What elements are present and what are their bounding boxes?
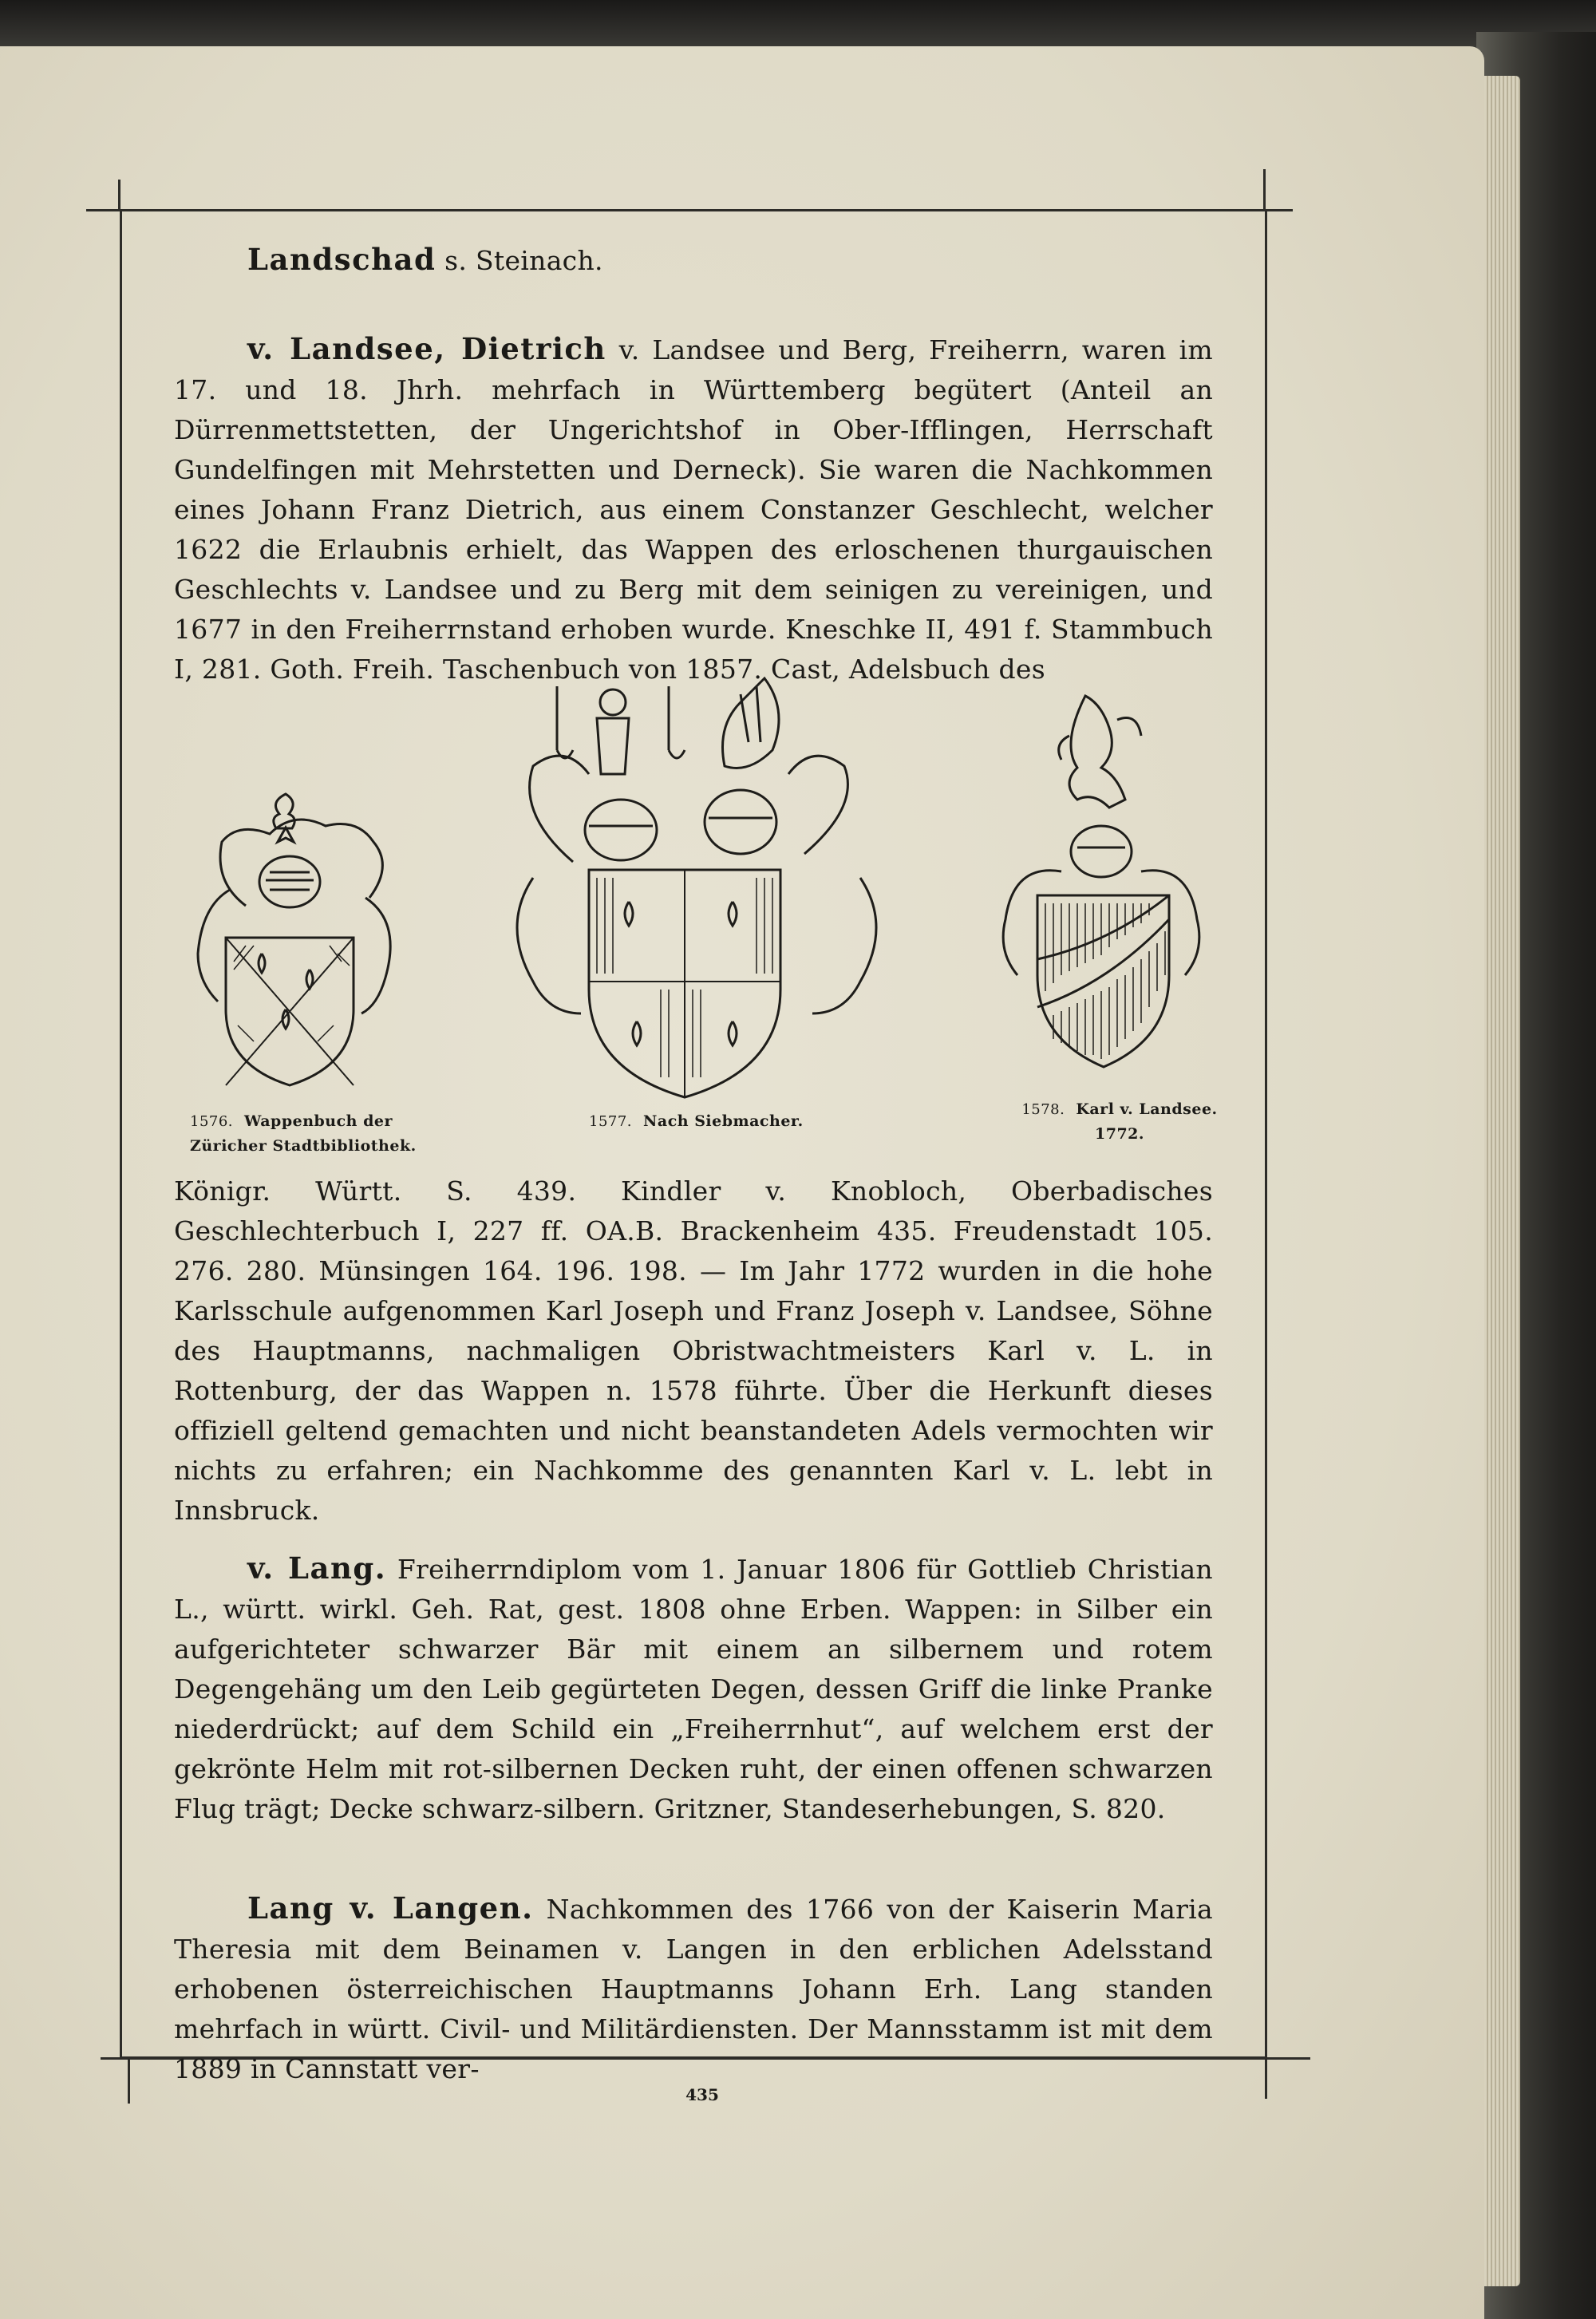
scan-background-top [0, 0, 1596, 49]
caption-1576-line1: Wappenbuch der [244, 1112, 393, 1130]
entry-lang-v-langen [174, 1888, 1213, 2089]
coat-of-arms-1577 [501, 670, 900, 1101]
entry-text-landschad: s. Steinach. [444, 245, 603, 276]
coat-of-arms-1578 [998, 688, 1205, 1079]
coat-of-arms-1576 [190, 786, 405, 1097]
caption-1577-number: 1577. [589, 1113, 633, 1130]
entry-landschad [174, 239, 1213, 281]
page-number: 435 [685, 2085, 719, 2104]
headword-landsee: v. Landsee, Dietrich [247, 331, 606, 366]
caption-1576-number: 1576. [190, 1113, 234, 1130]
caption-1578 [1004, 1097, 1235, 1146]
caption-1578-line2: 1772. [1095, 1125, 1144, 1143]
entry-landsee-continued [174, 1171, 1213, 1531]
headword-lang: v. Lang. [247, 1551, 387, 1586]
frame-corner-br [1265, 2057, 1267, 2099]
frame-top-rule [86, 209, 1293, 211]
entry-text-landsee-part1: v. Landsee und Berg, Freiherrn, waren im 17. und 18. Jhrh. mehrfach in Württemberg begütert (Anteil an Dürrenmettstetten, der Ungerichtshof in Ober-Ifflingen, Herrschaft Gundelfingen mit Mehrstetten und Derneck). Sie waren die Nachkommen eines Johann Franz Dietrich, aus einem Constanzer Geschlecht, welcher 1622 die Erlaubnis erhielt, das Wappen des erloschenen thurgauischen Geschlechts v. Landsee und zu Berg mit dem seinigen zu vereinigen, und 1677 in den Freiherrnstand erhoben wurde. Kneschke II, 491 f. Stammbuch I, 281. Goth. Freih. Taschenbuch von 1857. Cast, Adelsbuch des [174, 334, 1214, 685]
frame-corner-bl [128, 2057, 130, 2104]
caption-1577-line1: Nach Siebmacher. [643, 1112, 804, 1130]
caption-1577 [589, 1109, 828, 1134]
frame-corner-tr [1263, 169, 1266, 211]
headword-lang-v-langen: Lang v. Langen. [247, 1890, 534, 1926]
entry-text-lang-v-langen: Nachkommen des 1766 von der Kaiserin Maria Theresia mit dem Beinamen v. Langen in den erblichen Adelsstand erhobenen österreichischen Hauptmanns Johann Erh. Lang standen mehrfach in württ. Civil- und Militärdiensten. Der Mannsstamm ist mit dem 1889 in Cannstatt ver- [174, 1894, 1213, 2084]
caption-1576 [190, 1109, 421, 1158]
caption-1578-number: 1578. [1021, 1101, 1065, 1118]
frame-corner-tl [118, 180, 120, 211]
caption-1578-line1: Karl v. Landsee. [1076, 1100, 1218, 1118]
entry-text-landsee-part2: Königr. Württ. S. 439. Kindler v. Knobloch, Oberbadisches Geschlechterbuch I, 227 ff. OA.B. Brackenheim 435. Freudenstadt 105. 276. 280. Münsingen 164. 196. 198. — Im Jahr 1772 wurden in die hohe Karlsschule aufgenommen Karl Joseph und Franz Joseph v. Landsee, Söhne des Hauptmanns, nachmaligen Obristwachtmeisters Karl v. L. in Rottenburg, der das Wappen n. 1578 führte. Über die Herkunft dieses offiziell geltend gemachten und nicht beanstandeten Adels vermochten wir nichts zu erfahren; ein Nachkomme des genannten Karl v. L. lebt in Innsbruck. [174, 1175, 1213, 1526]
caption-1576-line2: Züricher Stadtbibliothek. [190, 1137, 417, 1155]
headword-landschad: Landschad [247, 242, 437, 277]
entry-text-lang: Freiherrndiplom vom 1. Januar 1806 für Gottlieb Christian L., württ. wirkl. Geh. Rat, gest. 1808 ohne Erben. Wappen: in Silber ein aufgerichteter schwarzer Bär mit einem an silbernem und rotem Degengehäng um den Leib gegürteten Degen, dessen Griff die linke Pranke niederdrückt; auf dem Schild ein „Freiherrnhut“, auf welchem erst der gekrönte Helm mit rot-silbernen Decken ruht, der einen offenen schwarzen Flug trägt; Decke schwarz-silbern. Gritzner, Standeserhebungen, S. 820. [174, 1554, 1213, 1824]
entry-landsee [174, 329, 1213, 689]
entry-lang [174, 1548, 1213, 1829]
